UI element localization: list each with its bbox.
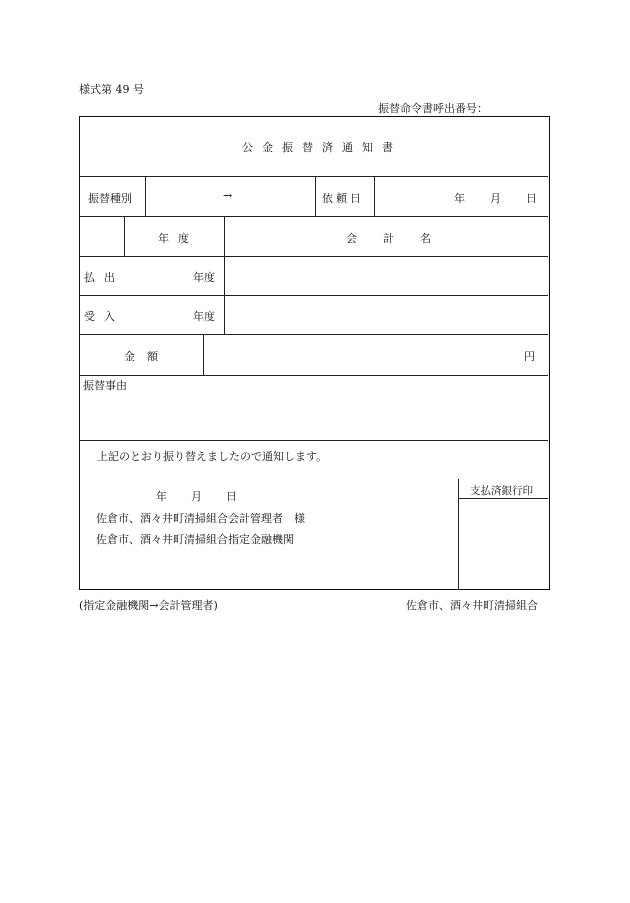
amount-label: 金額 [124,350,170,363]
rule [315,176,316,216]
sender: 佐倉市、酒々井町清掃組合指定金融機関 [96,533,294,546]
fiscal-year-header: 年度 [158,232,198,245]
rule [224,216,225,335]
rule [80,216,548,217]
arrow-glyph: → [223,189,233,202]
reason-label: 振替事由 [83,379,127,392]
rule [145,176,146,216]
receipt-nendo: 年度 [193,310,215,323]
yen-unit: 円 [524,350,535,363]
payout-nendo: 年度 [193,271,215,284]
rule [124,216,125,256]
receipt-label: 受入 [84,310,124,323]
rule [374,176,375,216]
rule [203,334,204,375]
rule [458,498,548,499]
date-month: 月 [490,192,501,205]
notice-form-frame [79,116,550,590]
date-year: 年 [454,192,465,205]
date-day: 日 [526,192,537,205]
notice-date-year: 年 [156,490,167,503]
rule [80,334,548,335]
rule [80,176,548,177]
rule [80,375,548,376]
account-name-header: 会計名 [346,232,457,245]
notice-date-day: 日 [226,490,237,503]
addressee: 佐倉市、酒々井町清掃組合会計管理者 様 [96,512,305,525]
request-date-label: 依頼日 [322,192,364,205]
payout-label: 払出 [84,271,124,284]
rule [80,440,548,441]
bank-stamp-label: 支払済銀行印 [470,485,533,497]
rule [80,295,548,296]
rule [80,256,548,257]
form-title: 公金振替済通知書 [242,141,402,154]
footer-left: (指定金融機関→会計管理者) [79,599,218,612]
footer-right: 佐倉市、酒々井町清掃組合 [406,599,538,612]
form-number: 様式第 49 号 [79,83,144,96]
transfer-type-label: 振替種別 [88,192,132,205]
notice-date-month: 月 [191,490,202,503]
rule [458,479,459,589]
call-number-label: 振替命令書呼出番号： [378,102,488,115]
notice-text: 上記のとおり振り替えましたので通知します。 [97,450,328,463]
